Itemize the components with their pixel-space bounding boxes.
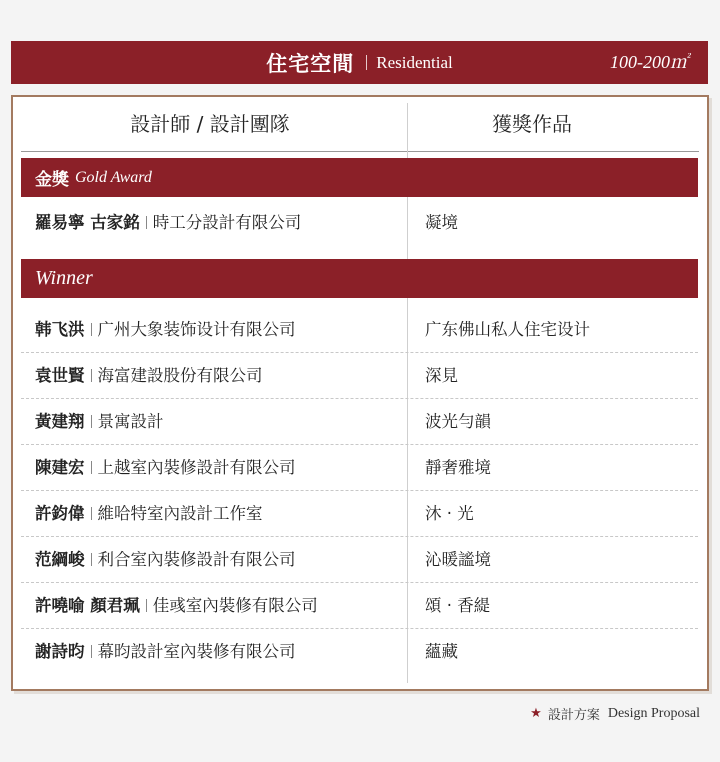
table-row	[21, 537, 698, 583]
designer-name: 許鈞偉	[35, 504, 85, 523]
table-row	[21, 200, 698, 246]
work-title: 广东佛山私人住宅设计	[425, 320, 590, 339]
banner-title	[11, 41, 708, 84]
designer-cell	[35, 307, 296, 353]
pipe-divider	[91, 507, 92, 520]
designer-cell	[35, 583, 318, 629]
designer-cell	[35, 445, 296, 491]
table-row	[21, 399, 698, 445]
section-gold-award	[21, 158, 698, 197]
company-name: 幕昀設計室內裝修有限公司	[97, 642, 296, 661]
banner-title-zh: 住宅空間	[266, 50, 355, 76]
winner-label-en: Winner	[35, 267, 93, 289]
pipe-divider	[91, 461, 92, 474]
company-name: 广州大象装饰设计有限公司	[97, 320, 296, 339]
footer-label-zh: 設計方案	[547, 708, 600, 723]
gold-label-zh: 金獎	[35, 170, 69, 190]
pipe-divider	[91, 323, 92, 336]
banner-divider	[366, 55, 367, 70]
work-title: 蘊藏	[425, 642, 458, 661]
designer-name: 許嘵喻 顏君珮	[35, 596, 140, 615]
designer-name: 陳建宏	[35, 458, 85, 477]
table-row	[21, 353, 698, 399]
footer-label-en: Design Proposal	[607, 705, 700, 721]
table-row	[21, 307, 698, 353]
banner-size-range: 100-200㎡	[610, 52, 688, 72]
designer-name: 范綱峻	[35, 550, 85, 569]
pipe-divider	[146, 599, 147, 612]
company-name: 維哈特室內設計工作室	[97, 504, 263, 523]
table-row	[21, 445, 698, 491]
table-row	[21, 629, 698, 675]
footer-legend	[530, 704, 700, 723]
designer-cell	[35, 629, 296, 675]
company-name: 海富建設股份有限公司	[97, 366, 263, 385]
designer-name: 韩飞洪	[35, 320, 85, 339]
header-divider	[21, 151, 699, 152]
designer-cell	[35, 537, 296, 583]
company-name: 佳彧室內裝修有限公司	[152, 596, 318, 615]
section-winner	[21, 259, 698, 298]
table-row	[21, 491, 698, 537]
work-title: 靜奢雅境	[425, 458, 491, 477]
header-work: 獲獎作品	[492, 112, 572, 136]
company-name: 景寓設計	[97, 412, 164, 431]
designer-name: 羅易寧 古家銘	[35, 213, 140, 232]
designer-cell	[35, 353, 263, 399]
designer-name: 謝詩昀	[35, 642, 85, 661]
designer-cell	[35, 200, 301, 246]
designer-cell	[35, 399, 164, 445]
pipe-divider	[91, 645, 92, 658]
work-title: 沁暖謐境	[425, 550, 491, 569]
company-name: 利合室內裝修設計有限公司	[97, 550, 296, 569]
work-title: 沐 · 光	[425, 504, 474, 523]
pipe-divider	[91, 369, 92, 382]
table-header	[13, 97, 707, 152]
header-designer: 設計師 / 設計團隊	[130, 112, 290, 136]
designer-cell	[35, 491, 263, 537]
designer-name: 袁世賢	[35, 366, 85, 385]
star-icon: ★	[530, 706, 542, 721]
work-title: 頌 · 香緹	[425, 596, 491, 615]
table-row	[21, 583, 698, 629]
award-table	[11, 95, 709, 691]
pipe-divider	[91, 415, 92, 428]
work-title: 凝境	[425, 213, 458, 232]
company-name: 時工分設計有限公司	[152, 213, 302, 232]
pipe-divider	[146, 216, 147, 229]
category-banner	[11, 41, 708, 84]
gold-label-en: Gold Award	[75, 168, 152, 186]
work-title: 深見	[425, 366, 458, 385]
work-title: 波光勻韻	[425, 412, 491, 431]
banner-title-en: Residential	[376, 52, 453, 72]
company-name: 上越室內裝修設計有限公司	[97, 458, 296, 477]
designer-name: 黃建翔	[35, 412, 85, 431]
pipe-divider	[91, 553, 92, 566]
